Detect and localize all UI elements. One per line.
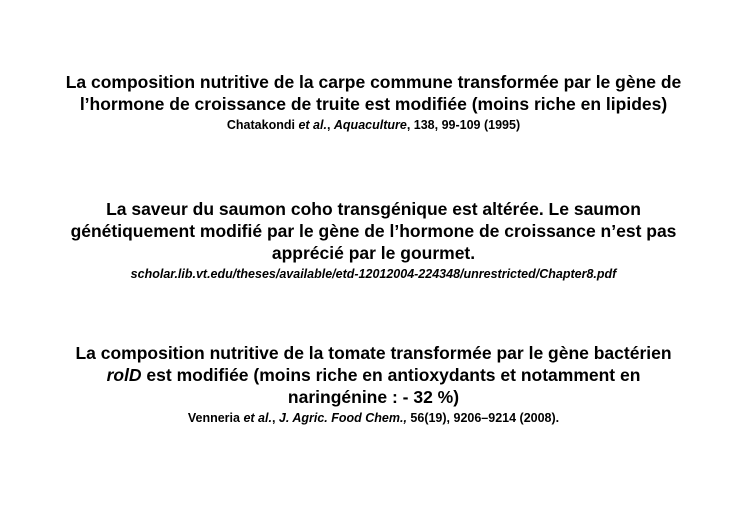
finding-tomato — [0, 342, 747, 427]
citation-journal: Aquaculture — [333, 118, 407, 132]
citation-etal: et al. — [243, 411, 272, 425]
text-line: apprécié par le gourmet. — [271, 243, 476, 263]
gene-name: rolD — [106, 365, 142, 385]
citation-separator: , — [326, 118, 334, 132]
citation-authors: Chatakondi — [226, 118, 299, 132]
finding-carp — [0, 71, 747, 134]
text-line: La composition nutritive de la tomate transformée par le gène bactérien — [75, 343, 672, 363]
citation-tomato — [0, 410, 747, 427]
citation-details: , 138, 99-109 (1995) — [406, 118, 521, 132]
finding-salmon — [0, 198, 747, 283]
citation-etal: et al. — [298, 118, 327, 132]
text-line: La saveur du saumon coho transgénique est altérée. Le saumon — [106, 199, 641, 219]
citation-journal: J. Agric. Food Chem., — [278, 411, 407, 425]
citation-details: 56(19), 9206–9214 (2008). — [406, 411, 560, 425]
text-line: génétiquement modifié par le gène de l’hormone de croissance n’est pas — [70, 221, 677, 241]
text-line: est modifiée (moins riche en antioxydants et notamment en — [141, 365, 641, 385]
finding-salmon-text — [0, 198, 747, 264]
text-line: La composition nutritive de la carpe commune transformée par le gène de — [65, 72, 682, 92]
finding-carp-text — [0, 71, 747, 115]
finding-tomato-text — [0, 342, 747, 408]
citation-authors: Venneria — [187, 411, 244, 425]
citation-salmon-url: scholar.lib.vt.edu/theses/available/etd-12012004-224348/unrestricted/Chapter8.pdf — [130, 267, 617, 281]
citation-carp — [0, 117, 747, 134]
text-line: l’hormone de croissance de truite est modifiée (moins riche en lipides) — [79, 94, 668, 114]
citation-separator: , — [271, 411, 279, 425]
text-line: naringénine : - 32 %) — [287, 387, 460, 407]
